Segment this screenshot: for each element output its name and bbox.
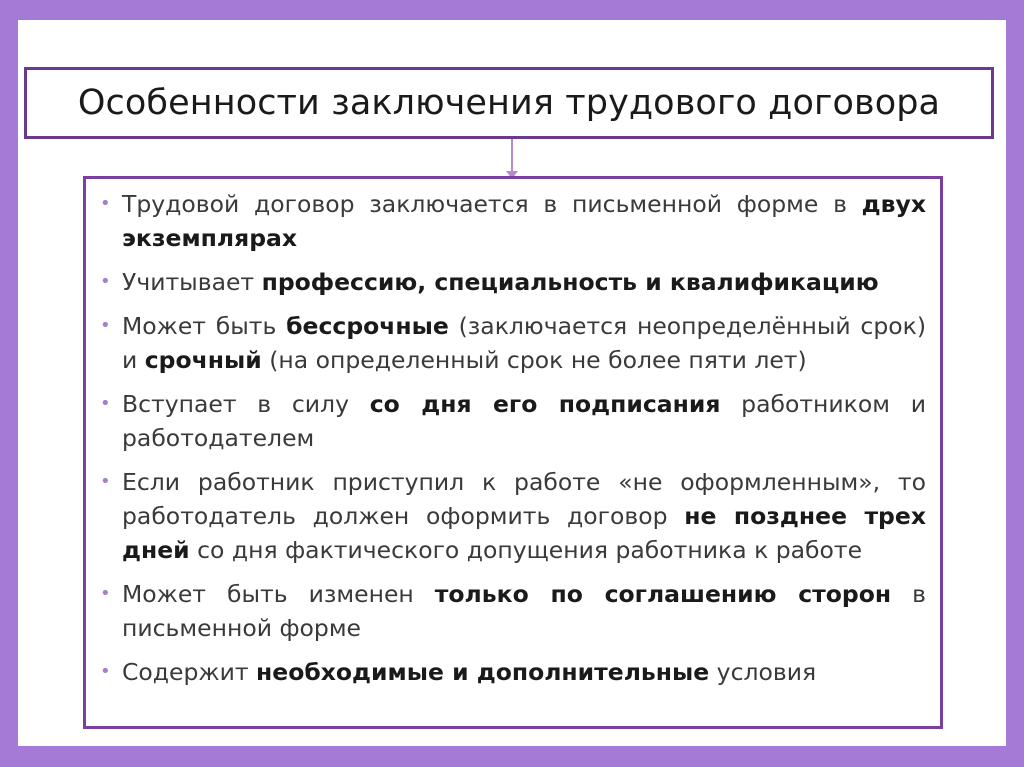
bullet-icon: •: [100, 393, 111, 414]
item-text: (на определенный срок не более пяти лет): [261, 346, 807, 374]
emphasis-text: срочный: [144, 346, 262, 374]
emphasis-text: профессию, специальность и квалификацию: [261, 268, 879, 296]
item-text: в письменной форме: [122, 580, 926, 642]
emphasis-text: бессрочные: [286, 312, 449, 340]
item-text: Трудовой договор заключается в письменной форме в: [122, 190, 862, 218]
list-item: [100, 309, 926, 377]
item-text: условия: [709, 658, 817, 686]
item-text: Может быть: [122, 312, 287, 340]
list-item: [100, 577, 926, 645]
emphasis-text: необходимые и дополнительные: [256, 658, 710, 686]
bullet-icon: •: [100, 471, 111, 492]
list-item: [100, 655, 926, 689]
slide: [18, 20, 1006, 746]
bullet-icon: •: [100, 271, 111, 292]
bullet-icon: •: [100, 193, 111, 214]
list-item: [100, 387, 926, 455]
item-text: Вступает в силу: [122, 390, 370, 418]
item-text: Содержит: [122, 658, 257, 686]
content-box: [83, 176, 943, 729]
emphasis-text: только по соглашению сторон: [434, 580, 892, 608]
title-box: [24, 67, 994, 139]
list-item: [100, 265, 926, 299]
list-item: [100, 187, 926, 255]
list-item: [100, 465, 926, 567]
slide-title: Особенности заключения трудового договора: [77, 83, 941, 123]
emphasis-text: не позднее трех дней: [122, 502, 926, 564]
bullet-icon: •: [100, 661, 111, 682]
bullet-icon: •: [100, 583, 111, 604]
emphasis-text: со дня его подписания: [369, 390, 721, 418]
emphasis-text: двух экземплярах: [122, 190, 926, 252]
item-text: Учитывает: [122, 268, 262, 296]
bullet-list: [86, 179, 940, 689]
item-text: (заключается неопределённый срок) и: [122, 312, 927, 374]
item-text: со дня фактического допущения работника к работе: [189, 536, 863, 564]
item-text: Если работник приступил к работе «не оформленным», то работодатель должен оформить договор: [122, 468, 926, 530]
connector-line: [511, 139, 513, 171]
item-text: Может быть изменен: [122, 580, 435, 608]
bullet-icon: •: [100, 315, 111, 336]
item-text: работником и работодателем: [122, 390, 926, 452]
